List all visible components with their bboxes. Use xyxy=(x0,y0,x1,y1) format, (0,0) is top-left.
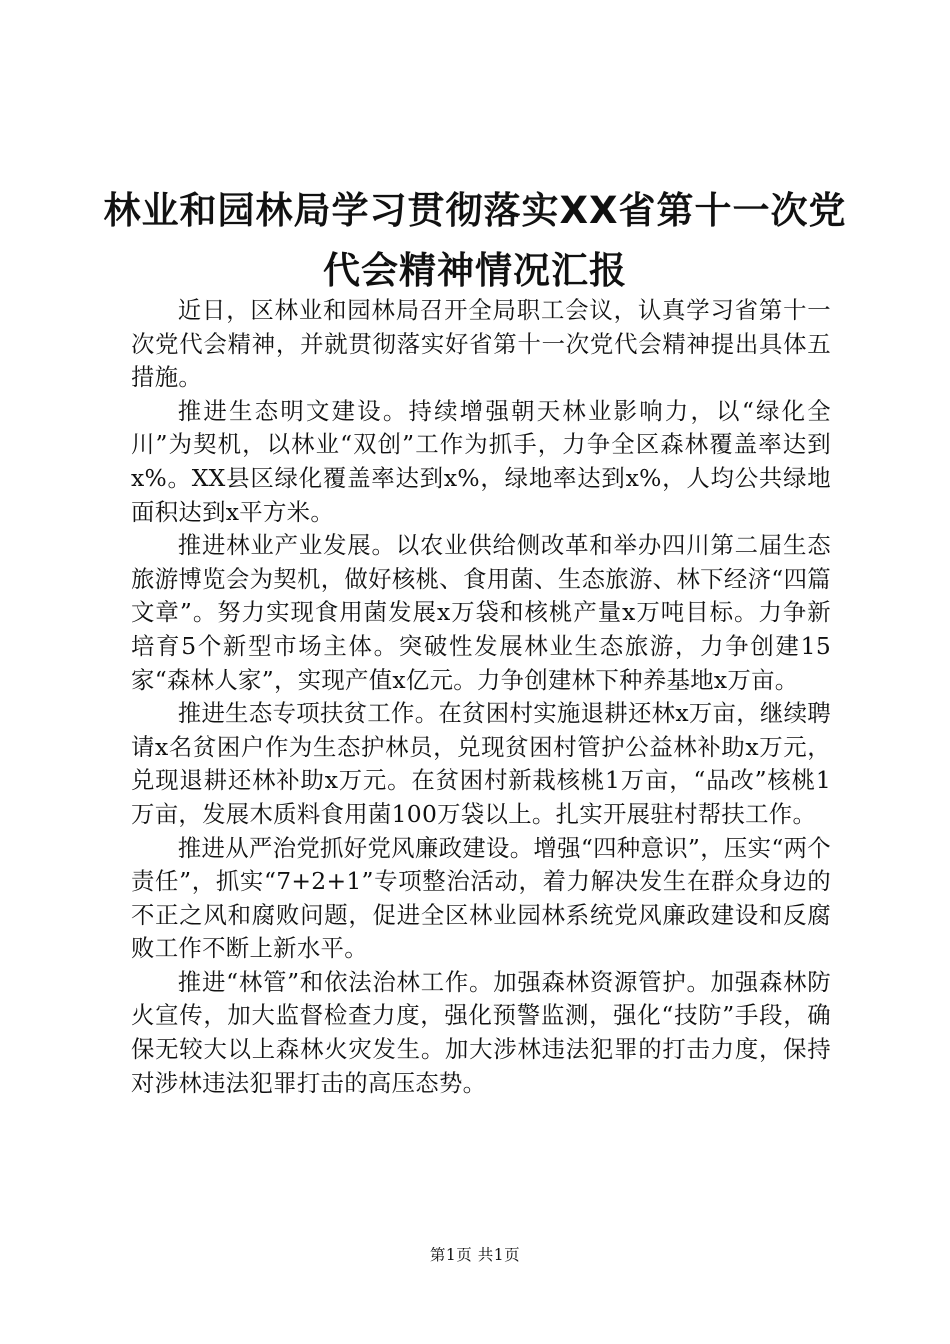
paragraph-ecology: 推进生态明文建设。持续增强朝天林业影响力，以“绿化全川”为契机，以林业“双创”工作为抓手，力争全区森林覆盖率达到x%。XX县区绿化覆盖率达到x%，绿地率达到x%，人均公共绿地面积达到x平方米。 xyxy=(131,396,831,526)
paragraph-party: 推进从严治党抓好党风廉政建设。增强“四种意识”，压实“两个责任”，抓实“7+2+1”专项整治活动，着力解决发生在群众身边的不正之风和腐败问题，促进全区林业园林系统党风廉政建设和反腐败工作不断上新水平。 xyxy=(131,833,831,963)
document-title-line-2: 代会精神情况汇报 xyxy=(323,249,627,292)
paragraph-forest-law: 推进“林管”和依法治林工作。加强森林资源管护。加强森林防火宣传，加大监督检查力度，强化预警监测，强化“技防”手段，确保无较大以上森林火灾发生。加大涉林违法犯罪的打击力度，保持对涉林违法犯罪打击的高压态势。 xyxy=(131,967,831,1097)
document-title-line-1: 林业和园林局学习贯彻落实XX省第十一次党 xyxy=(103,189,847,232)
paragraph-industry: 推进林业产业发展。以农业供给侧改革和举办四川第二届生态旅游博览会为契机，做好核桃、食用菌、生态旅游、林下经济“四篇文章”。努力实现食用菌发展x万袋和核桃产量x万吨目标。力争新培育5个新型市场主体。突破性发展林业生态旅游，力争创建15家“森林人家”，实现产值x亿元。力争创建林下种养基地x万亩。 xyxy=(131,531,831,694)
paragraph-intro: 近日，区林业和园林局召开全局职工会议，认真学习省第十一次党代会精神，并就贯彻落实好省第十一次党代会精神提出具体五措施。 xyxy=(131,296,831,392)
page-number-footer: 第1页 共1页 xyxy=(429,1246,521,1264)
document-body xyxy=(131,294,831,1100)
paragraph-poverty: 推进生态专项扶贫工作。在贫困村实施退耕还林x万亩，继续聘请x名贫困户作为生态护林员，兑现贫困村管护公益林补助x万元，兑现退耕还林补助x万元。在贫困村新栽核桃1万亩，“品改”核桃1万亩，发展木质料食用菌100万袋以上。扎实开展驻村帮扶工作。 xyxy=(131,699,831,828)
